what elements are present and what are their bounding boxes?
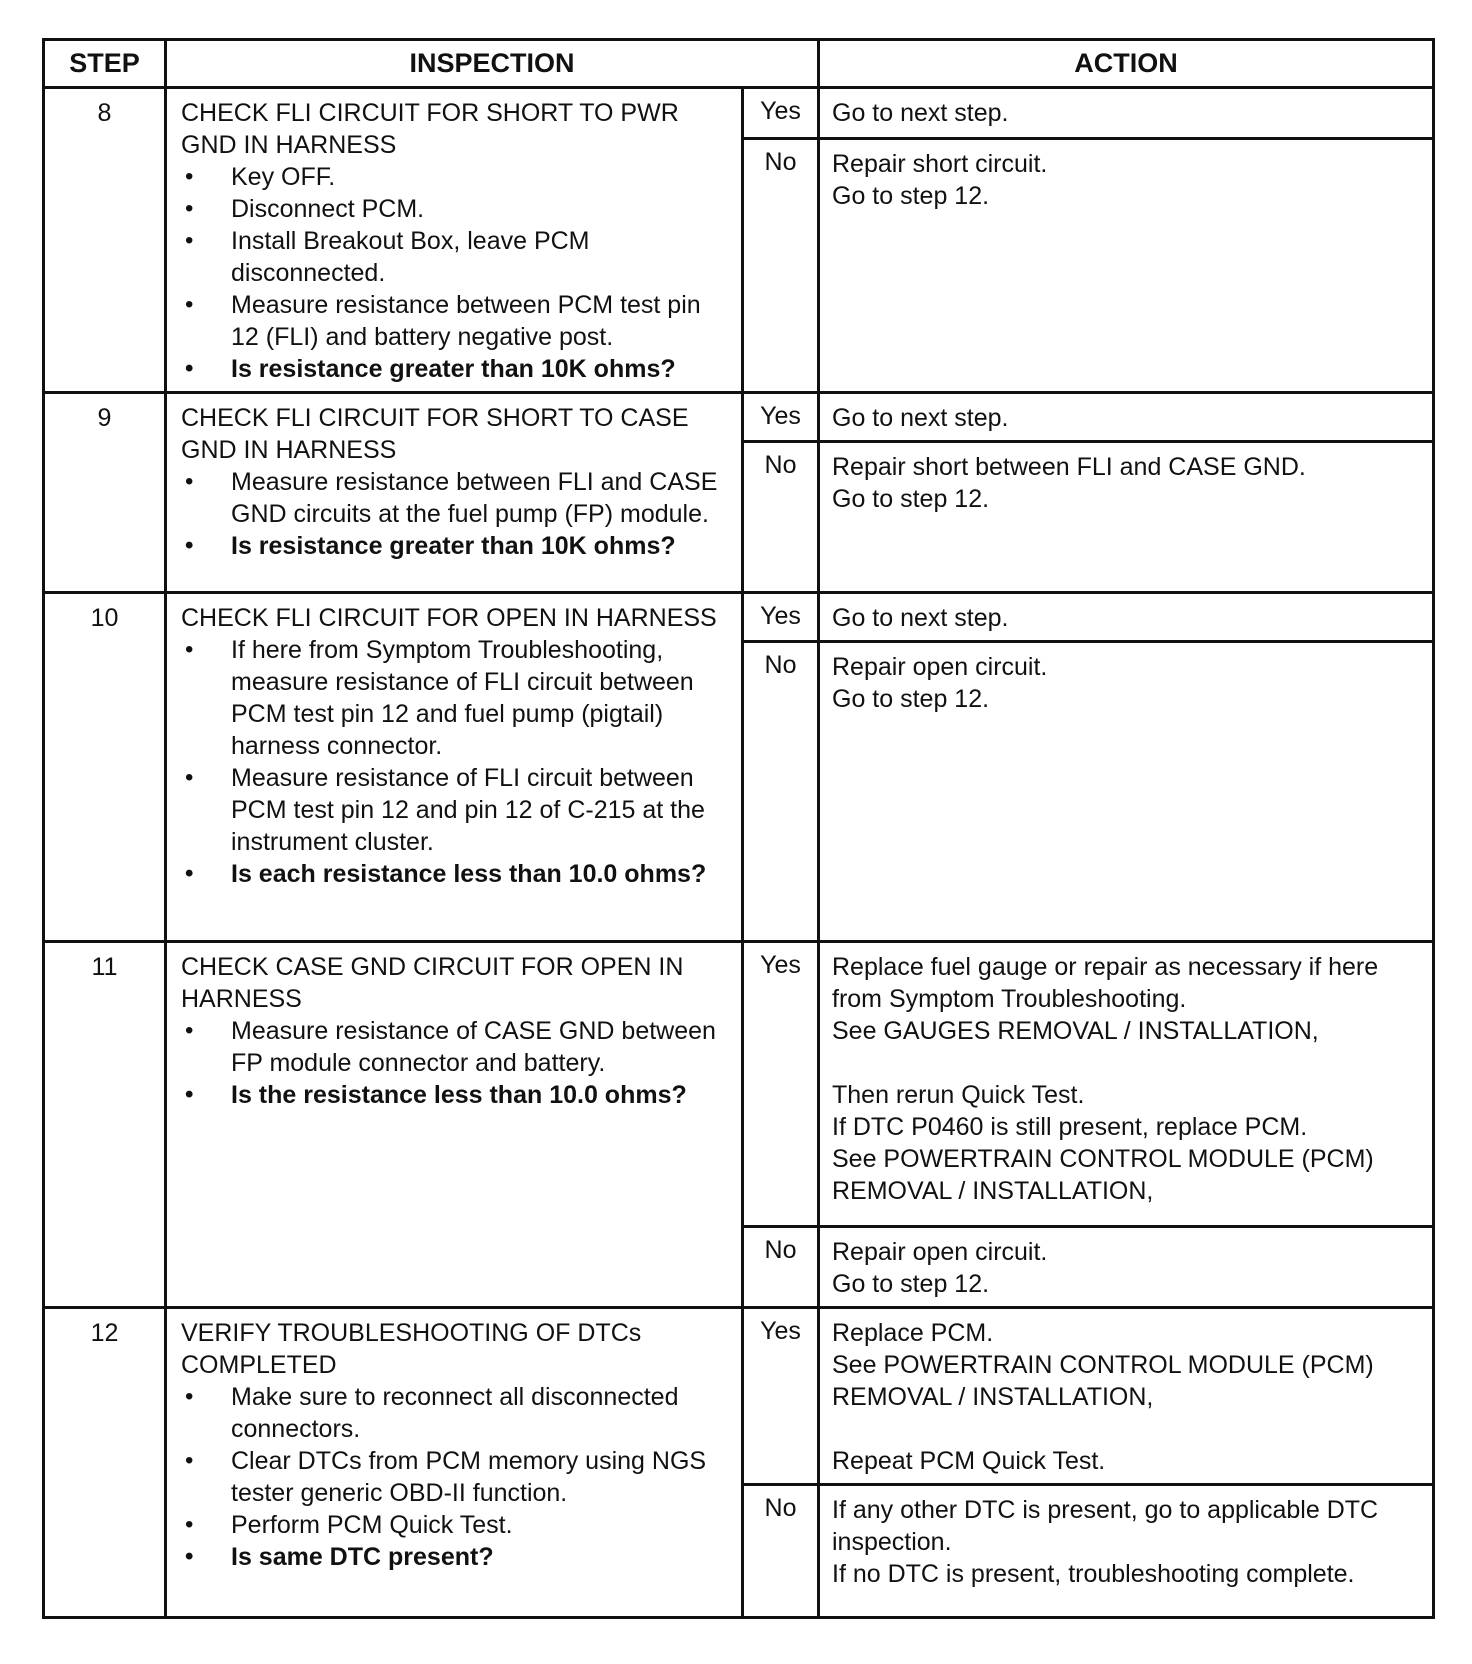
inspection-question: • Is resistance greater than 10K ohms? [181,353,731,385]
yes-action [819,593,1434,642]
inspection-cell [166,593,743,942]
action-line: Replace PCM. [832,1319,994,1347]
no-action [819,1485,1434,1618]
action-line: Go to next step. [832,99,1009,127]
step-row-yes [44,942,1434,1227]
step-number: 9 [44,393,166,593]
yes-label: Yes [743,942,819,1227]
step-number: 11 [44,942,166,1308]
no-action [819,138,1434,392]
no-label: No [743,1485,819,1618]
action-spacer [832,1413,1424,1445]
step-row-yes [44,1308,1434,1485]
action-line: If DTC P0460 is still present, replace PCM. [832,1113,1308,1141]
inspection-title: CHECK FLI CIRCUIT FOR SHORT TO CASE GND IN HARNESS [181,404,689,464]
no-label: No [743,1227,819,1308]
inspection-cell [166,88,743,393]
inspection-question: • Is resistance greater than 10K ohms? [181,530,731,562]
inspection-cell [166,1308,743,1618]
step-row-yes [44,88,1434,139]
inspection-step: • Disconnect PCM. [181,193,731,225]
no-action [819,1227,1434,1308]
inspection-question: • Is the resistance less than 10.0 ohms? [181,1079,731,1111]
inspection-step: • Measure resistance between PCM test pin 12 (FLI) and battery negative post. [181,289,731,353]
yes-action [819,393,1434,442]
yes-action [819,942,1434,1227]
action-line: Go to next step. [832,404,1009,432]
action-line: Repeat PCM Quick Test. [832,1447,1106,1475]
diagnostic-procedure-table [42,38,1435,1619]
procedure-body [44,88,1434,1618]
yes-label: Yes [743,393,819,442]
inspection-step: • If here from Symptom Troubleshooting, measure resistance of FLI circuit between PCM test pin 12 and fuel pump (pigtail) harness connector. [181,634,731,762]
inspection-steps [181,1015,731,1111]
step-number: 12 [44,1308,166,1618]
inspection-step: • Key OFF. [181,161,731,193]
no-action [819,442,1434,593]
inspection-step: • Measure resistance of FLI circuit between PCM test pin 12 and pin 12 of C-215 at the instrument cluster. [181,762,731,858]
inspection-step: • Make sure to reconnect all disconnected connectors. [181,1381,731,1445]
action-line: Replace fuel gauge or repair as necessary if here from Symptom Troubleshooting. [832,953,1379,1013]
inspection-step: • Clear DTCs from PCM memory using NGS tester generic OBD-II function. [181,1445,731,1509]
inspection-cell [166,942,743,1308]
action-line: If any other DTC is present, go to applicable DTC inspection. [832,1496,1379,1556]
inspection-steps [181,466,731,562]
inspection-steps [181,1381,731,1573]
header-step: STEP [44,40,166,88]
action-line: Repair short between FLI and CASE GND. [832,453,1306,481]
no-action [819,642,1434,942]
action-line: See GAUGES REMOVAL / INSTALLATION, [832,1017,1319,1045]
yes-action [819,1308,1434,1485]
action-line: Then rerun Quick Test. [832,1081,1085,1109]
step-row-yes [44,593,1434,642]
inspection-step: • Install Breakout Box, leave PCM disconnected. [181,225,731,289]
action-line: Repair short circuit. [832,149,1048,178]
step-number: 10 [44,593,166,942]
header-row [44,40,1434,88]
no-label: No [743,442,819,593]
yes-action [819,88,1434,139]
inspection-question: • Is same DTC present? [181,1541,731,1573]
action-line: Repair open circuit. [832,653,1048,681]
action-line: See POWERTRAIN CONTROL MODULE (PCM) REMOVAL / INSTALLATION, [832,1351,1374,1411]
yes-label: Yes [743,88,819,139]
inspection-steps [181,634,731,890]
inspection-title: CHECK CASE GND CIRCUIT FOR OPEN IN HARNESS [181,953,684,1013]
inspection-step: • Measure resistance between FLI and CASE GND circuits at the fuel pump (FP) module. [181,466,731,530]
inspection-steps [181,161,731,385]
inspection-title: VERIFY TROUBLESHOOTING OF DTCs COMPLETED [181,1319,642,1379]
step-number: 8 [44,88,166,393]
action-line: Go to next step. [832,604,1009,632]
inspection-step: • Measure resistance of CASE GND between FP module connector and battery. [181,1015,731,1079]
step-row-yes [44,393,1434,442]
yes-label: Yes [743,593,819,642]
inspection-title: CHECK FLI CIRCUIT FOR SHORT TO PWR GND IN HARNESS [181,99,679,159]
no-label: No [743,642,819,942]
no-label: No [743,138,819,392]
action-spacer [832,1047,1424,1079]
header-action: ACTION [819,40,1434,88]
header-inspection: INSPECTION [166,40,819,88]
inspection-question: • Is each resistance less than 10.0 ohms? [181,858,731,890]
yes-label: Yes [743,1308,819,1485]
action-line: Go to step 12. [832,685,990,713]
action-line: Go to step 12. [832,181,990,210]
action-line: Go to step 12. [832,1270,990,1298]
inspection-step: • Perform PCM Quick Test. [181,1509,731,1541]
inspection-cell [166,393,743,593]
action-line: Repair open circuit. [832,1238,1048,1266]
inspection-title: CHECK FLI CIRCUIT FOR OPEN IN HARNESS [181,604,717,632]
action-line: See POWERTRAIN CONTROL MODULE (PCM) REMOVAL / INSTALLATION, [832,1145,1374,1205]
action-line: If no DTC is present, troubleshooting complete. [832,1560,1355,1588]
action-line: Go to step 12. [832,485,990,513]
